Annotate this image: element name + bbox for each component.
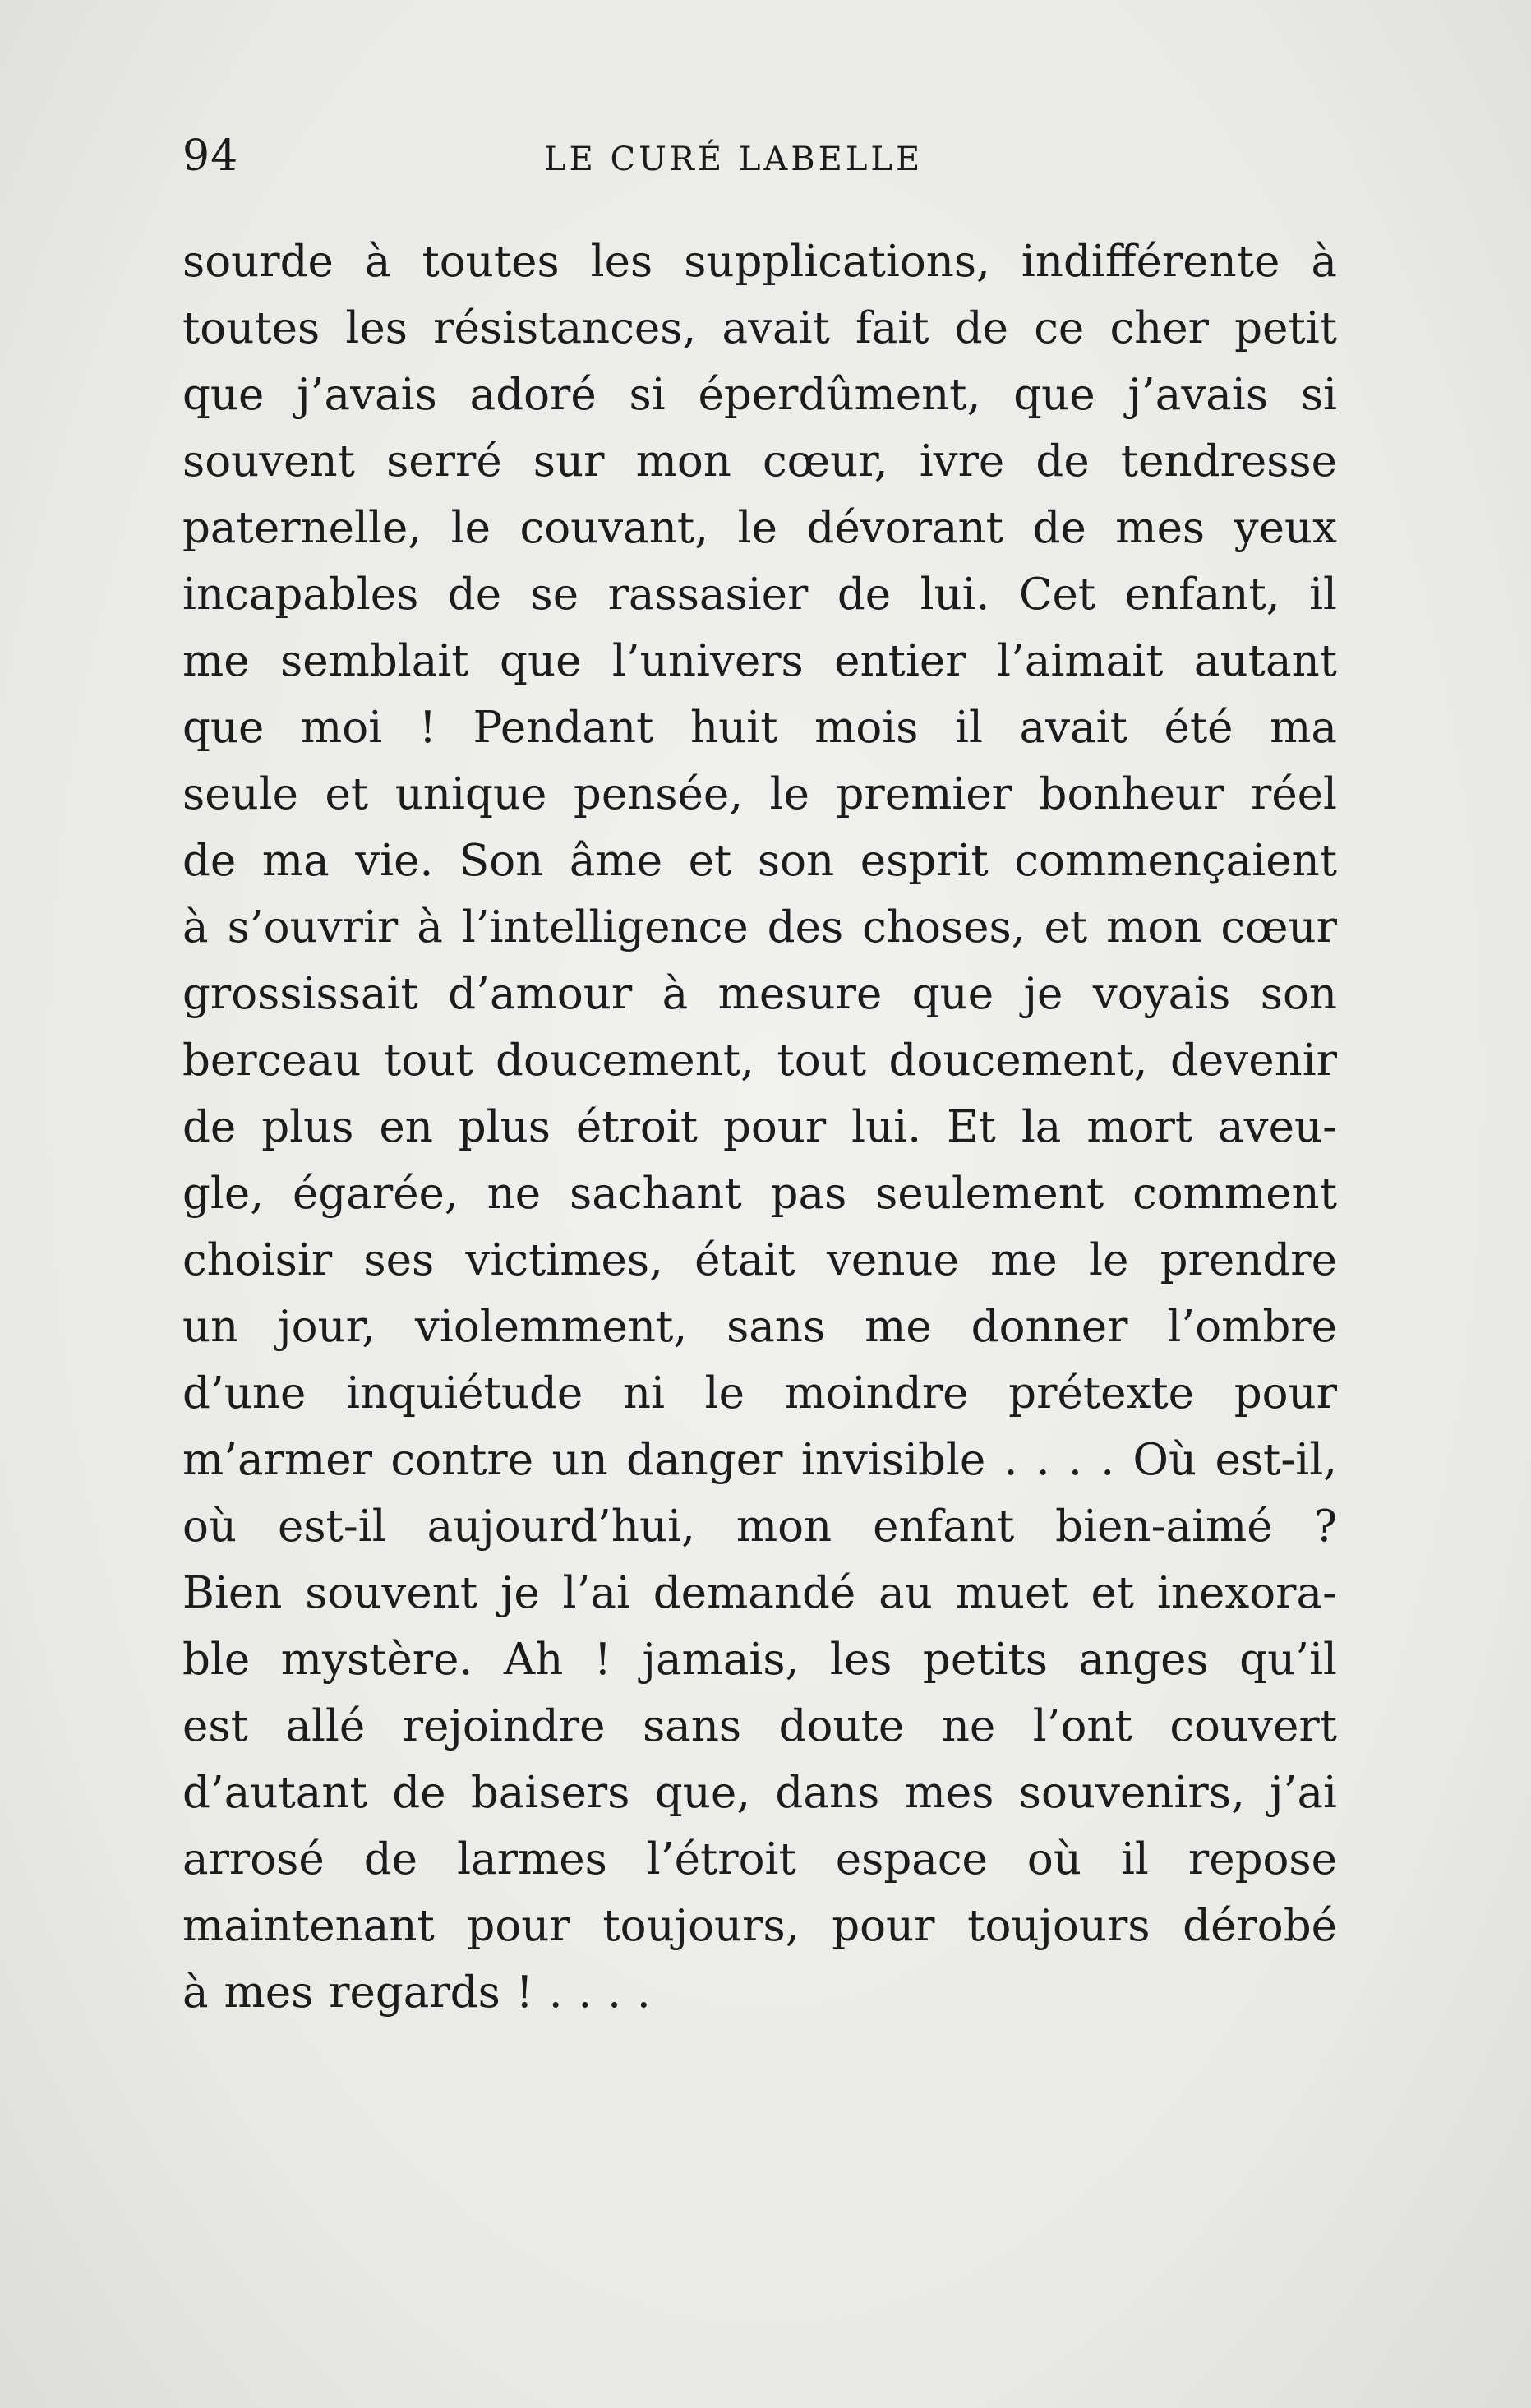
- text-line: ble mystère. Ah ! jamais, les petits anges qu’il: [182, 1635, 1337, 1685]
- text-line: où est-il aujourd’hui, mon enfant bien-aimé ?: [182, 1502, 1337, 1552]
- text-line: de plus en plus étroit pour lui. Et la mort aveu-: [182, 1102, 1337, 1152]
- text-line: Bien souvent je l’ai demandé au muet et inexora-: [182, 1568, 1337, 1618]
- text-line: paternelle, le couvant, le dévorant de mes yeux: [182, 503, 1337, 553]
- text-line: arrosé de larmes l’étroit espace où il repose: [182, 1834, 1337, 1884]
- text-line: à mes regards ! . . . .: [182, 1967, 651, 2018]
- text-line: d’une inquiétude ni le moindre prétexte pour: [182, 1368, 1337, 1419]
- text-line: m’armer contre un danger invisible . . . . Où est-il,: [182, 1435, 1337, 1485]
- body-text: [182, 228, 1337, 2026]
- text-line: seule et unique pensée, le premier bonheur réel: [182, 769, 1337, 819]
- text-line: incapables de se rassasier de lui. Cet enfant, il: [182, 570, 1337, 620]
- text-line: que moi ! Pendant huit mois il avait été ma: [182, 703, 1337, 753]
- text-line: gle, égarée, ne sachant pas seulement comment: [182, 1169, 1337, 1219]
- text-line: de ma vie. Son âme et son esprit commençaient: [182, 836, 1337, 886]
- text-line: grossissait d’amour à mesure que je voyais son: [182, 969, 1337, 1019]
- text-line: d’autant de baisers que, dans mes souvenirs, j’ai: [182, 1768, 1337, 1818]
- text-line: berceau tout doucement, tout doucement, devenir: [182, 1036, 1337, 1086]
- page-number: 94: [182, 131, 239, 181]
- page-header: [182, 127, 1349, 185]
- text-line: un jour, violemment, sans me donner l’ombre: [182, 1302, 1337, 1352]
- text-line: est allé rejoindre sans doute ne l’ont couvert: [182, 1701, 1337, 1751]
- text-line: maintenant pour toujours, pour toujours dérobé: [182, 1901, 1337, 1951]
- text-line: à s’ouvrir à l’intelligence des choses, et mon cœur: [182, 902, 1337, 953]
- text-line: toutes les résistances, avait fait de ce cher petit: [182, 303, 1337, 353]
- text-line: choisir ses victimes, était venue me le prendre: [182, 1235, 1337, 1285]
- text-line: me semblait que l’univers entier l’aimait autant: [182, 636, 1337, 686]
- text-line: que j’avais adoré si éperdûment, que j’avais si: [182, 370, 1337, 420]
- text-line: souvent serré sur mon cœur, ivre de tendresse: [182, 436, 1337, 487]
- text-line: sourde à toutes les supplications, indifférente à: [182, 237, 1337, 287]
- running-head: LE CURÉ LABELLE: [544, 141, 924, 178]
